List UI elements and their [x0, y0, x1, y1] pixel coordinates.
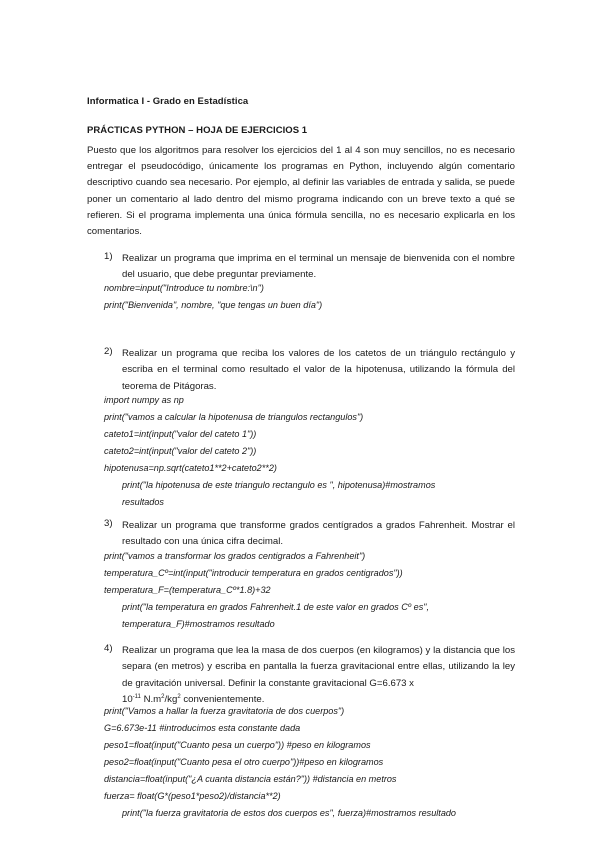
- exercise-3-code-line: print("la temperatura en grados Fahrenheit.1 de este valor en grados Cº es",: [122, 602, 430, 612]
- exercise-4-code-line: distancia=float(input("¿A cuanta distancia están?")) #distancia en metros: [104, 774, 397, 784]
- exercise-4-code-line: fuerza= float(G*(peso1*peso2)/distancia**2): [104, 791, 281, 801]
- sheet-title: PRÁCTICAS PYTHON – HOJA DE EJERCICIOS 1: [87, 125, 308, 136]
- exercise-4-code-line: peso2=float(input("Cuanto pesa el otro cuerpo"))#peso en kilogramos: [104, 757, 384, 767]
- exercise-2-code-line: print("vamos a calcular la hipotenusa de triangulos rectangulos"): [104, 412, 364, 422]
- exercise-3-code-line: temperatura_F=(temperatura_Cº*1.8)+32: [104, 585, 271, 595]
- exercise-1-code-line: nombre=input("Introduce tu nombre:\n"): [104, 283, 264, 293]
- exercise-3-code-line: print("vamos a transformar los grados centigrados a Fahrenheit"): [104, 551, 366, 561]
- exercise-1-code-line: print("Bienvenida", nombre, "que tengas un buen día"): [104, 300, 323, 310]
- exercise-2-code-line: resultados: [122, 497, 164, 507]
- exercise-3-number: 3): [104, 518, 113, 529]
- exercise-3-text: Realizar un programa que transforme grados centígrados a grados Fahrenheit. Mostrar el resultado con una única cifra decimal.: [122, 520, 515, 548]
- exercise-2-code-line: hipotenusa=np.sqrt(cateto1**2+cateto2**2): [104, 463, 277, 473]
- exercise-2-number: 2): [104, 346, 113, 357]
- intro-paragraph: Puesto que los algoritmos para resolver los ejercicios del 1 al 4 son muy sencillos, no es necesario entregar el pseudocódigo, únicamente los programas en Python, incluyendo algún comentario descriptivo cuando sea necesario. Por ejemplo, al definir las variables de entrada y salida, se puede poner un comentario al lado dentro del mismo programa indicando con un breve texto a qué se refieren. Si el programa implementa una única fórmula sencilla, no es necesario explicarla en los comentarios.: [87, 145, 515, 238]
- exercise-4-code-line: G=6.673e-11 #introducimos esta constante dada: [104, 723, 301, 733]
- exercise-2-code-line: cateto1=int(input("valor del cateto 1")): [104, 429, 257, 439]
- exercise-2-text: Realizar un programa que reciba los valores de los catetos de un triángulo rectángulo y escriba en el terminal como resultado el valor de la hipotenusa, utilizando la fórmula del teorema de Pitágoras.: [122, 348, 515, 392]
- exercise-1-number: 1): [104, 251, 113, 262]
- exercise-3-code-line: temperatura_Cº=int(input("introducir temperatura en grados centigrados")): [104, 568, 403, 578]
- exercise-4-number: 4): [104, 643, 113, 654]
- exercise-4-code-line: print("Vamos a hallar la fuerza gravitatoria de dos cuerpos"): [104, 706, 345, 716]
- exercise-2-code-line: print("la hipotenusa de este triangulo rectangulo es ", hipotenusa)#mostramos: [122, 480, 436, 490]
- exercise-2-code-line: cateto2=int(input("valor del cateto 2")): [104, 446, 257, 456]
- exercise-4-code-line: print("la fuerza gravitatoria de estos dos cuerpos es", fuerza)#mostramos resultado: [122, 808, 456, 818]
- exercise-1-text: Realizar un programa que imprima en el terminal un mensaje de bienvenida con el nombre del usuario, que debe preguntar previamente.: [122, 253, 515, 281]
- course-title: Informatica I - Grado en Estadística: [87, 96, 249, 107]
- exercise-4-text: Realizar un programa que lea la masa de dos cuerpos (en kilogramos) y la distancia que los separa (en metros) y escriba en pantalla la fuerza gravitacional entre ellas, utilizando la ley de gravitación universal. Definir la constante gravitacional G=6.673 x $10^{-11}$ $N.m^2/kg^2$ convenientemente.: [122, 645, 515, 705]
- exercise-2-code-line: import numpy as np: [104, 395, 184, 405]
- exercise-4-code-line: peso1=float(input("Cuanto pesa un cuerpo")) #peso en kilogramos: [104, 740, 371, 750]
- exercise-3-code-line: temperatura_F)#mostramos resultado: [122, 619, 275, 629]
